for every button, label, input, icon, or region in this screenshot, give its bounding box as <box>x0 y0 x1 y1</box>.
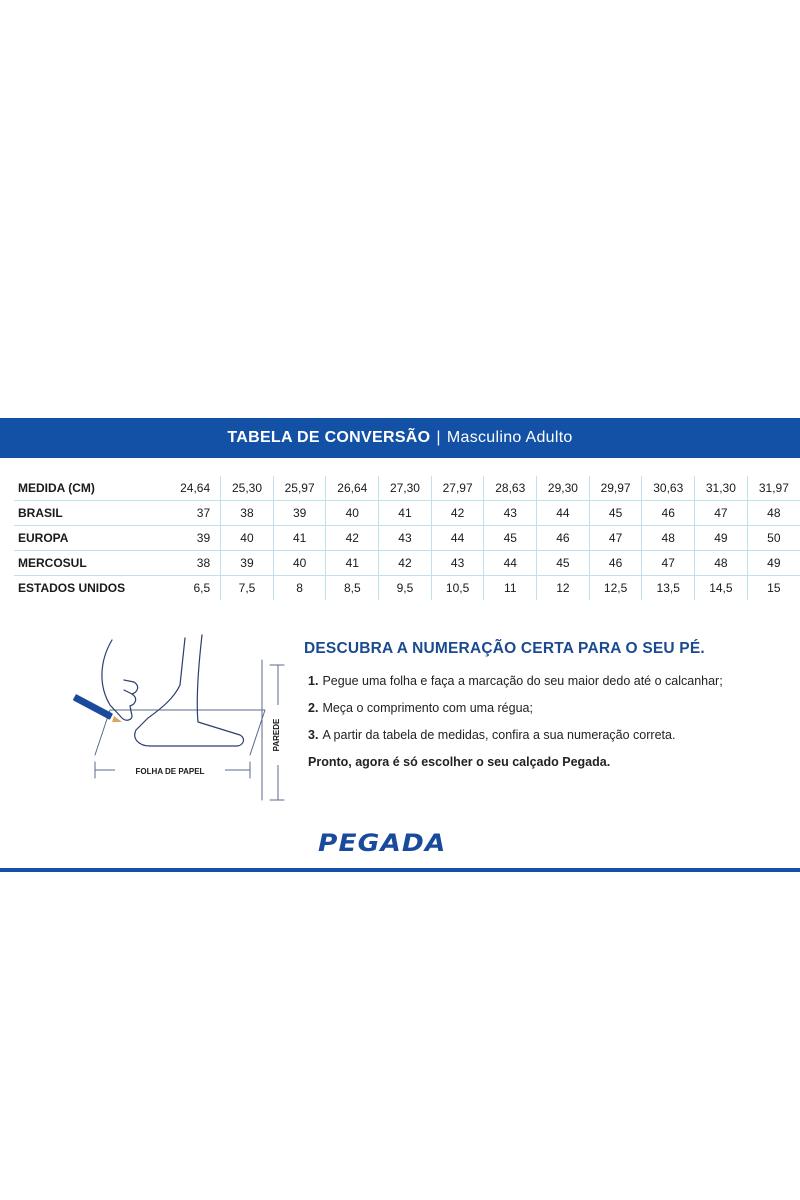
table-cell: 25,97 <box>273 476 326 501</box>
table-cell: 44 <box>484 551 537 576</box>
table-cell: 42 <box>326 526 379 551</box>
table-cell: 37 <box>168 501 221 526</box>
table-row <box>14 576 800 601</box>
table-cell: 8 <box>273 576 326 601</box>
instruction-step-3 <box>308 728 784 742</box>
table-cell: 42 <box>431 501 484 526</box>
title-banner <box>0 418 800 458</box>
table-cell: 47 <box>695 501 748 526</box>
table-cell: 12 <box>537 576 590 601</box>
table-cell: 39 <box>273 501 326 526</box>
table-cell: 7,5 <box>221 576 274 601</box>
table-cell: 45 <box>589 501 642 526</box>
table-cell: 46 <box>589 551 642 576</box>
table-cell: 29,97 <box>589 476 642 501</box>
step-number: 3. <box>308 728 319 742</box>
final-note: Pronto, agora é só escolher o seu calçado Pegada. <box>308 755 611 769</box>
table-cell: 27,97 <box>431 476 484 501</box>
table-cell: 43 <box>379 526 432 551</box>
table-cell: 8,5 <box>326 576 379 601</box>
row-label: ESTADOS UNIDOS <box>18 581 126 595</box>
table-row <box>14 551 800 576</box>
table-cell: 10,5 <box>431 576 484 601</box>
table-cell: 41 <box>326 551 379 576</box>
table-cell: 47 <box>642 551 695 576</box>
table-cell: 43 <box>431 551 484 576</box>
measurement-instructions <box>304 640 784 769</box>
table-cell: 27,30 <box>379 476 432 501</box>
table-cell: 47 <box>589 526 642 551</box>
table-cell: 45 <box>537 551 590 576</box>
table-cell: 12,5 <box>589 576 642 601</box>
table-cell: 40 <box>221 526 274 551</box>
table-cell: 46 <box>537 526 590 551</box>
table-cell: 9,5 <box>379 576 432 601</box>
table-subtitle: Masculino Adulto <box>446 429 573 446</box>
table-cell: 48 <box>747 501 800 526</box>
table-cell: 49 <box>695 526 748 551</box>
step-text: Pegue uma folha e faça a marcação do seu maior dedo até o calcanhar; <box>322 674 723 688</box>
table-cell: 28,63 <box>484 476 537 501</box>
row-label: EUROPA <box>14 526 168 551</box>
table-cell: 31,30 <box>695 476 748 501</box>
table-cell: 44 <box>431 526 484 551</box>
table-cell: 41 <box>379 501 432 526</box>
table-row <box>14 526 800 551</box>
row-label: MERCOSUL <box>14 551 168 576</box>
step-number: 2. <box>308 701 319 715</box>
table-cell: 14,5 <box>695 576 748 601</box>
pegada-logo: PEGADA <box>318 829 447 857</box>
table-cell: 38 <box>221 501 274 526</box>
table-cell: 39 <box>221 551 274 576</box>
table-row <box>14 501 800 526</box>
table-cell: 24,64 <box>168 476 221 501</box>
table-cell: 46 <box>642 501 695 526</box>
table-cell: 49 <box>747 551 800 576</box>
table-cell: 39 <box>168 526 221 551</box>
step-number: 1. <box>308 674 319 688</box>
table-cell: 13,5 <box>642 576 695 601</box>
title-separator: | <box>436 429 441 446</box>
hand-outline <box>102 640 136 720</box>
table-cell: 40 <box>273 551 326 576</box>
bottom-divider <box>0 868 800 872</box>
row-label: MEDIDA (CM) <box>14 476 168 501</box>
step-text: Meça o comprimento com uma régua; <box>322 701 533 715</box>
table-cell: 38 <box>168 551 221 576</box>
table-cell: 11 <box>484 576 537 601</box>
leg-outline <box>135 635 244 746</box>
table-cell: 26,64 <box>326 476 379 501</box>
table-cell: 50 <box>747 526 800 551</box>
instruction-step-2 <box>308 701 784 715</box>
table-cell: 48 <box>695 551 748 576</box>
table-cell: 41 <box>273 526 326 551</box>
table-cell: 25,30 <box>221 476 274 501</box>
table-cell: 45 <box>484 526 537 551</box>
table-cell: 6,5 <box>193 581 211 595</box>
table-cell: 40 <box>326 501 379 526</box>
table-title: TABELA DE CONVERSÃO <box>227 429 431 446</box>
table-cell: 43 <box>484 501 537 526</box>
table-cell: 30,63 <box>642 476 695 501</box>
step-text: A partir da tabela de medidas, confira a sua numeração correta. <box>322 728 676 742</box>
instructions-heading: DESCUBRA A NUMERAÇÃO CERTA PARA O SEU PÉ. <box>304 640 705 657</box>
foot-measurement-illustration <box>70 630 290 810</box>
table-cell: 44 <box>537 501 590 526</box>
table-cell: 15 <box>747 576 800 601</box>
size-conversion-table <box>14 476 800 600</box>
paper-label: FOLHA DE PAPEL <box>135 767 205 776</box>
instruction-step-1 <box>308 674 784 688</box>
wall-label: PAREDE <box>272 718 281 752</box>
row-label: BRASIL <box>14 501 168 526</box>
table-cell: 48 <box>642 526 695 551</box>
table-cell: 42 <box>379 551 432 576</box>
table-cell: 29,30 <box>537 476 590 501</box>
pencil-icon <box>73 694 122 722</box>
table-cell: 31,97 <box>747 476 800 501</box>
table-row <box>14 476 800 501</box>
